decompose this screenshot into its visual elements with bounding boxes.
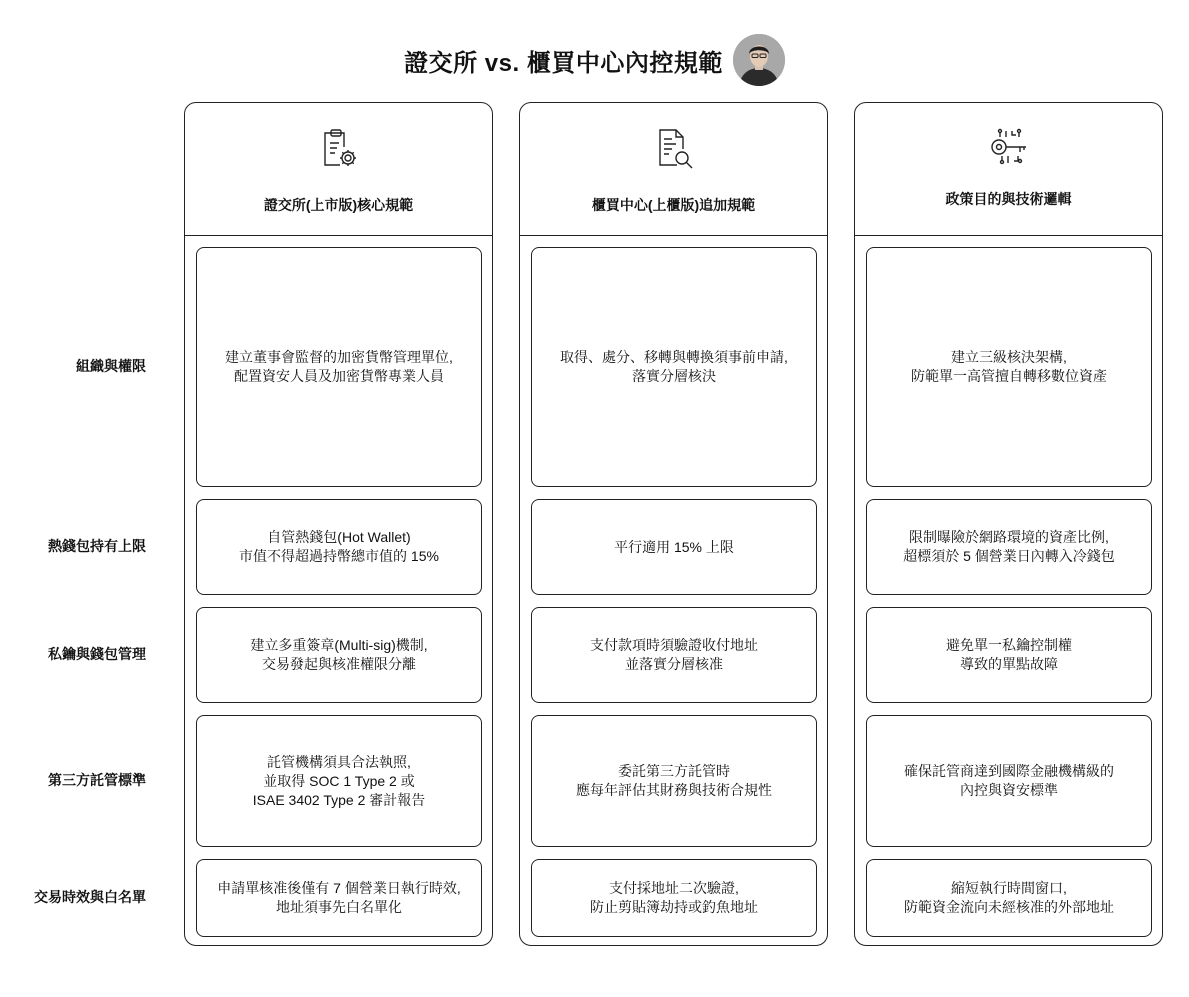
cell-line: 應每年評估其財務與技術合規性: [576, 782, 772, 798]
cell-line: 防範單一高管擅自轉移數位資產: [911, 368, 1107, 384]
clipboard-gear-icon: [316, 125, 362, 171]
cell-line: 支付款項時須驗證收付地址: [590, 637, 758, 653]
cell-line: 配置資安人員及加密貨幣專業人員: [233, 368, 444, 384]
column-header: [855, 103, 1162, 236]
cell-policy-custody: [866, 715, 1152, 847]
cell-line: 防範資金流向未經核准的外部地址: [904, 899, 1114, 915]
title-bar: [0, 28, 1189, 92]
cell-line: 防止剪貼簿劫持或釣魚地址: [590, 899, 758, 915]
row-label-custody: 第三方託管標準: [48, 772, 146, 788]
cell-line: 建立董事會監督的加密貨幣管理單位,: [225, 349, 453, 365]
cell-line: 支付採地址二次驗證,: [609, 880, 739, 896]
column-policy: [854, 102, 1163, 946]
column-twse: [184, 102, 493, 946]
cell-line: 建立多重簽章(Multi-sig)機制,: [250, 637, 428, 653]
cell-policy-whitelist: [866, 859, 1152, 937]
cell-tpex-whitelist: [531, 859, 817, 937]
cell-twse-custody: [196, 715, 482, 847]
cell-line: 超標須於 5 個營業日內轉入冷錢包: [903, 548, 1115, 564]
cell-line: 建立三級核決架構,: [951, 349, 1067, 365]
cell-tpex-hot-wallet: [531, 499, 817, 595]
cell-line: 避免單一私鑰控制權: [946, 637, 1072, 653]
column-title: 櫃買中心(上櫃版)追加規範: [591, 197, 756, 213]
cell-twse-whitelist: [196, 859, 482, 937]
page-title: 證交所 vs. 櫃買中心內控規範: [404, 49, 723, 77]
cell-tpex-private-key: [531, 607, 817, 703]
cell-policy-organization: [866, 247, 1152, 487]
cell-line: 地址須事先白名單化: [276, 899, 402, 915]
cell-twse-private-key: [196, 607, 482, 703]
cell-tpex-organization: [531, 247, 817, 487]
cell-policy-hot-wallet: [866, 499, 1152, 595]
cell-tpex-custody: [531, 715, 817, 847]
document-search-icon: [651, 125, 697, 171]
column-title: 政策目的與技術邏輯: [945, 191, 1072, 207]
row-label-private-key: 私鑰與錢包管理: [48, 646, 146, 662]
row-label-whitelist: 交易時效與白名單: [34, 889, 146, 905]
cell-line: 託管機構須具合法執照,: [267, 753, 411, 770]
column-header: [520, 103, 827, 236]
row-label-hot-wallet: 熱錢包持有上限: [48, 538, 146, 554]
column-title: 證交所(上市版)核心規範: [263, 197, 414, 213]
row-label-organization: 組織與權限: [76, 358, 146, 374]
column-tpex: [519, 102, 828, 946]
column-header: [185, 103, 492, 236]
cell-line: 縮短執行時間窗口,: [951, 880, 1067, 896]
cell-line: 內控與資安標準: [960, 782, 1058, 798]
cell-line: 並取得 SOC 1 Type 2 或: [263, 772, 415, 789]
cell-line: 並落實分層核准: [625, 656, 723, 672]
cell-line: 落實分層核決: [631, 368, 716, 384]
cell-line: 交易發起與核准權限分離: [262, 656, 416, 672]
cell-line: 取得、處分、移轉與轉換須事前申請,: [560, 349, 788, 365]
cell-line: 平行適用 15% 上限: [614, 538, 734, 555]
cell-line: ISAE 3402 Type 2 審計報告: [252, 791, 426, 808]
cell-line: 限制曝險於網路環境的資產比例,: [909, 529, 1109, 545]
cell-twse-organization: [196, 247, 482, 487]
cell-line: 確保託管商達到國際金融機構級的: [904, 763, 1114, 779]
cell-line: 市值不得超過持幣總市值的 15%: [239, 548, 439, 564]
cell-line: 申請單核准後僅有 7 個營業日執行時效,: [217, 880, 461, 896]
cell-line: 自管熱錢包(Hot Wallet): [267, 529, 411, 545]
avatar: [733, 34, 785, 86]
digital-key-icon: [986, 125, 1032, 171]
cell-line: 委託第三方託管時: [618, 763, 730, 779]
cell-policy-private-key: [866, 607, 1152, 703]
cell-twse-hot-wallet: [196, 499, 482, 595]
cell-line: 導致的單點故障: [960, 656, 1058, 672]
